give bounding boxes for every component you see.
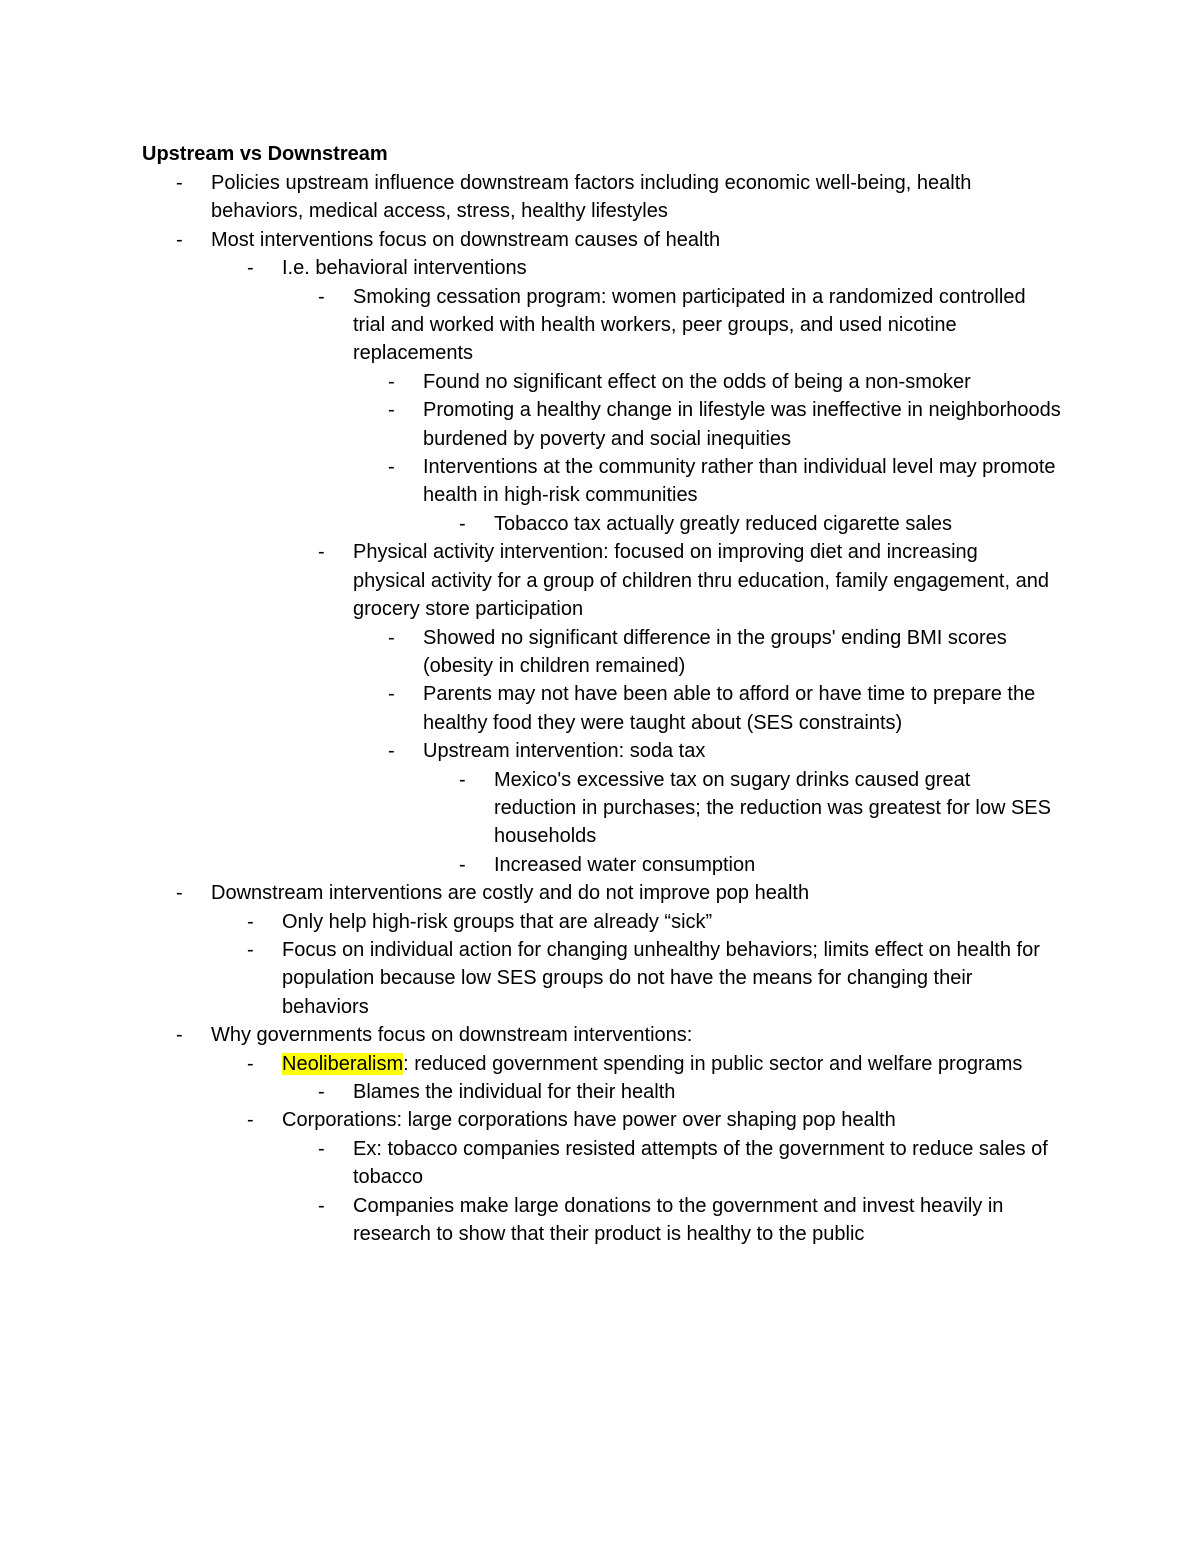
list-item-text: Found no significant effect on the odds of being a non-smoker xyxy=(423,370,971,393)
list-item-level-2 xyxy=(0,254,1052,282)
bullet-dash: - xyxy=(459,853,466,876)
bullet-dash: - xyxy=(388,370,395,393)
list-item-text: Parents may not have been able to afford or have time to prepare the healthy food they were taught about (SES constraints) xyxy=(423,683,1036,734)
list-item-level-5 xyxy=(0,766,1054,851)
list-item-level-4 xyxy=(0,368,1063,396)
bullet-dash: - xyxy=(247,910,254,933)
bullet-dash: - xyxy=(318,285,325,308)
list-item-level-1 xyxy=(0,879,1041,907)
list-item-level-4 xyxy=(0,624,1063,681)
bullet-dash: - xyxy=(318,1194,325,1217)
list-item-level-1 xyxy=(0,1021,1041,1049)
list-item-level-3 xyxy=(0,538,1053,623)
bullet-dash: - xyxy=(388,740,395,763)
highlighted-term: Neoliberalism xyxy=(282,1052,404,1075)
list-item-text-rest: : reduced government spending in public sector and welfare programs xyxy=(403,1052,1023,1075)
list-item-text: Showed no significant difference in the groups' ending BMI scores (obesity in children remained) xyxy=(423,626,1007,677)
list-item-level-2 xyxy=(0,1106,1052,1134)
list-item-text: Why governments focus on downstream interventions: xyxy=(211,1024,693,1047)
bullet-dash: - xyxy=(318,541,325,564)
list-item-text: Only help high-risk groups that are already “sick” xyxy=(282,910,713,933)
list-item-level-3 xyxy=(0,1135,1053,1192)
list-item-text: Blames the individual for their health xyxy=(353,1081,676,1103)
list-item-text: Most interventions focus on downstream causes of health xyxy=(211,228,721,251)
bullet-dash: - xyxy=(176,228,183,251)
list-item-text: Tobacco tax actually greatly reduced cigarette sales xyxy=(494,512,953,535)
bullet-dash: - xyxy=(176,1024,183,1047)
list-item-text: Upstream intervention: soda tax xyxy=(423,740,706,763)
bullet-dash: - xyxy=(388,683,395,706)
list-item-level-3 xyxy=(0,1192,1053,1249)
bullet-dash: - xyxy=(459,512,466,535)
list-item-level-3 xyxy=(0,1078,1053,1106)
list-item-text: Smoking cessation program: women participated in a randomized controlled trial and worked with health workers, peer groups, and used nicotine replacements xyxy=(353,285,1026,365)
list-item-text: Corporations: large corporations have power over shaping pop health xyxy=(282,1109,896,1132)
bullet-dash: - xyxy=(176,882,183,905)
list-item-level-4 xyxy=(0,680,1063,737)
list-item-text: Promoting a healthy change in lifestyle was ineffective in neighborhoods burdened by poverty and social inequities xyxy=(423,399,1061,450)
list-item-text: Interventions at the community rather than individual level may promote health in high-risk communities xyxy=(423,456,1056,507)
list-item-level-4 xyxy=(0,453,1063,510)
bullet-dash: - xyxy=(388,626,395,649)
list-item-level-2 xyxy=(0,936,1052,1021)
list-item-text: Ex: tobacco companies resisted attempts of the government to reduce sales of tobacco xyxy=(353,1137,1048,1189)
bullet-dash: - xyxy=(388,456,395,479)
list-item-text xyxy=(282,1050,1052,1078)
bullet-dash: - xyxy=(247,938,254,961)
list-item-level-5 xyxy=(0,851,1054,879)
bullet-dash: - xyxy=(176,172,183,194)
list-item-text: I.e. behavioral interventions xyxy=(282,257,527,280)
list-item-text: Mexico's excessive tax on sugary drinks caused great reduction in purchases; the reduction was greatest for low SES households xyxy=(494,768,1051,848)
list-item-level-4 xyxy=(0,737,1063,765)
list-item-level-2 xyxy=(0,908,1052,936)
list-item-text: Increased water consumption xyxy=(494,853,756,876)
bullet-dash: - xyxy=(247,1052,254,1075)
list-item-text: Companies make large donations to the government and invest heavily in research to show that their product is healthy to the public xyxy=(353,1194,1004,1246)
bullet-dash: - xyxy=(318,1081,325,1103)
bullet-dash: - xyxy=(388,399,395,422)
list-item-text: Focus on individual action for changing unhealthy behaviors; limits effect on health for population because low SES groups do not have the means for changing their behaviors xyxy=(282,938,1040,1018)
list-item-level-2 xyxy=(0,1050,1052,1078)
list-item-text: Downstream interventions are costly and do not improve pop health xyxy=(211,882,810,905)
list-item-level-4 xyxy=(0,396,1063,453)
bullet-list xyxy=(0,169,1200,1248)
list-item-level-1 xyxy=(0,226,1041,254)
list-item-level-5 xyxy=(0,510,1054,538)
list-item-level-3 xyxy=(0,283,1053,368)
bullet-dash: - xyxy=(459,768,466,791)
bullet-dash: - xyxy=(247,1109,254,1132)
bullet-dash: - xyxy=(318,1137,325,1160)
list-item-text: Physical activity intervention: focused on improving diet and increasing physical activity for a group of children thru education, family engagement, and grocery store participation xyxy=(353,541,1049,621)
bullet-dash: - xyxy=(247,257,254,280)
list-item-text: Policies upstream influence downstream factors including economic well-being, health behaviors, medical access, stress, healthy lifestyles xyxy=(211,172,972,223)
list-item-level-1 xyxy=(0,169,1041,226)
document-title: Upstream vs Downstream xyxy=(142,143,388,165)
